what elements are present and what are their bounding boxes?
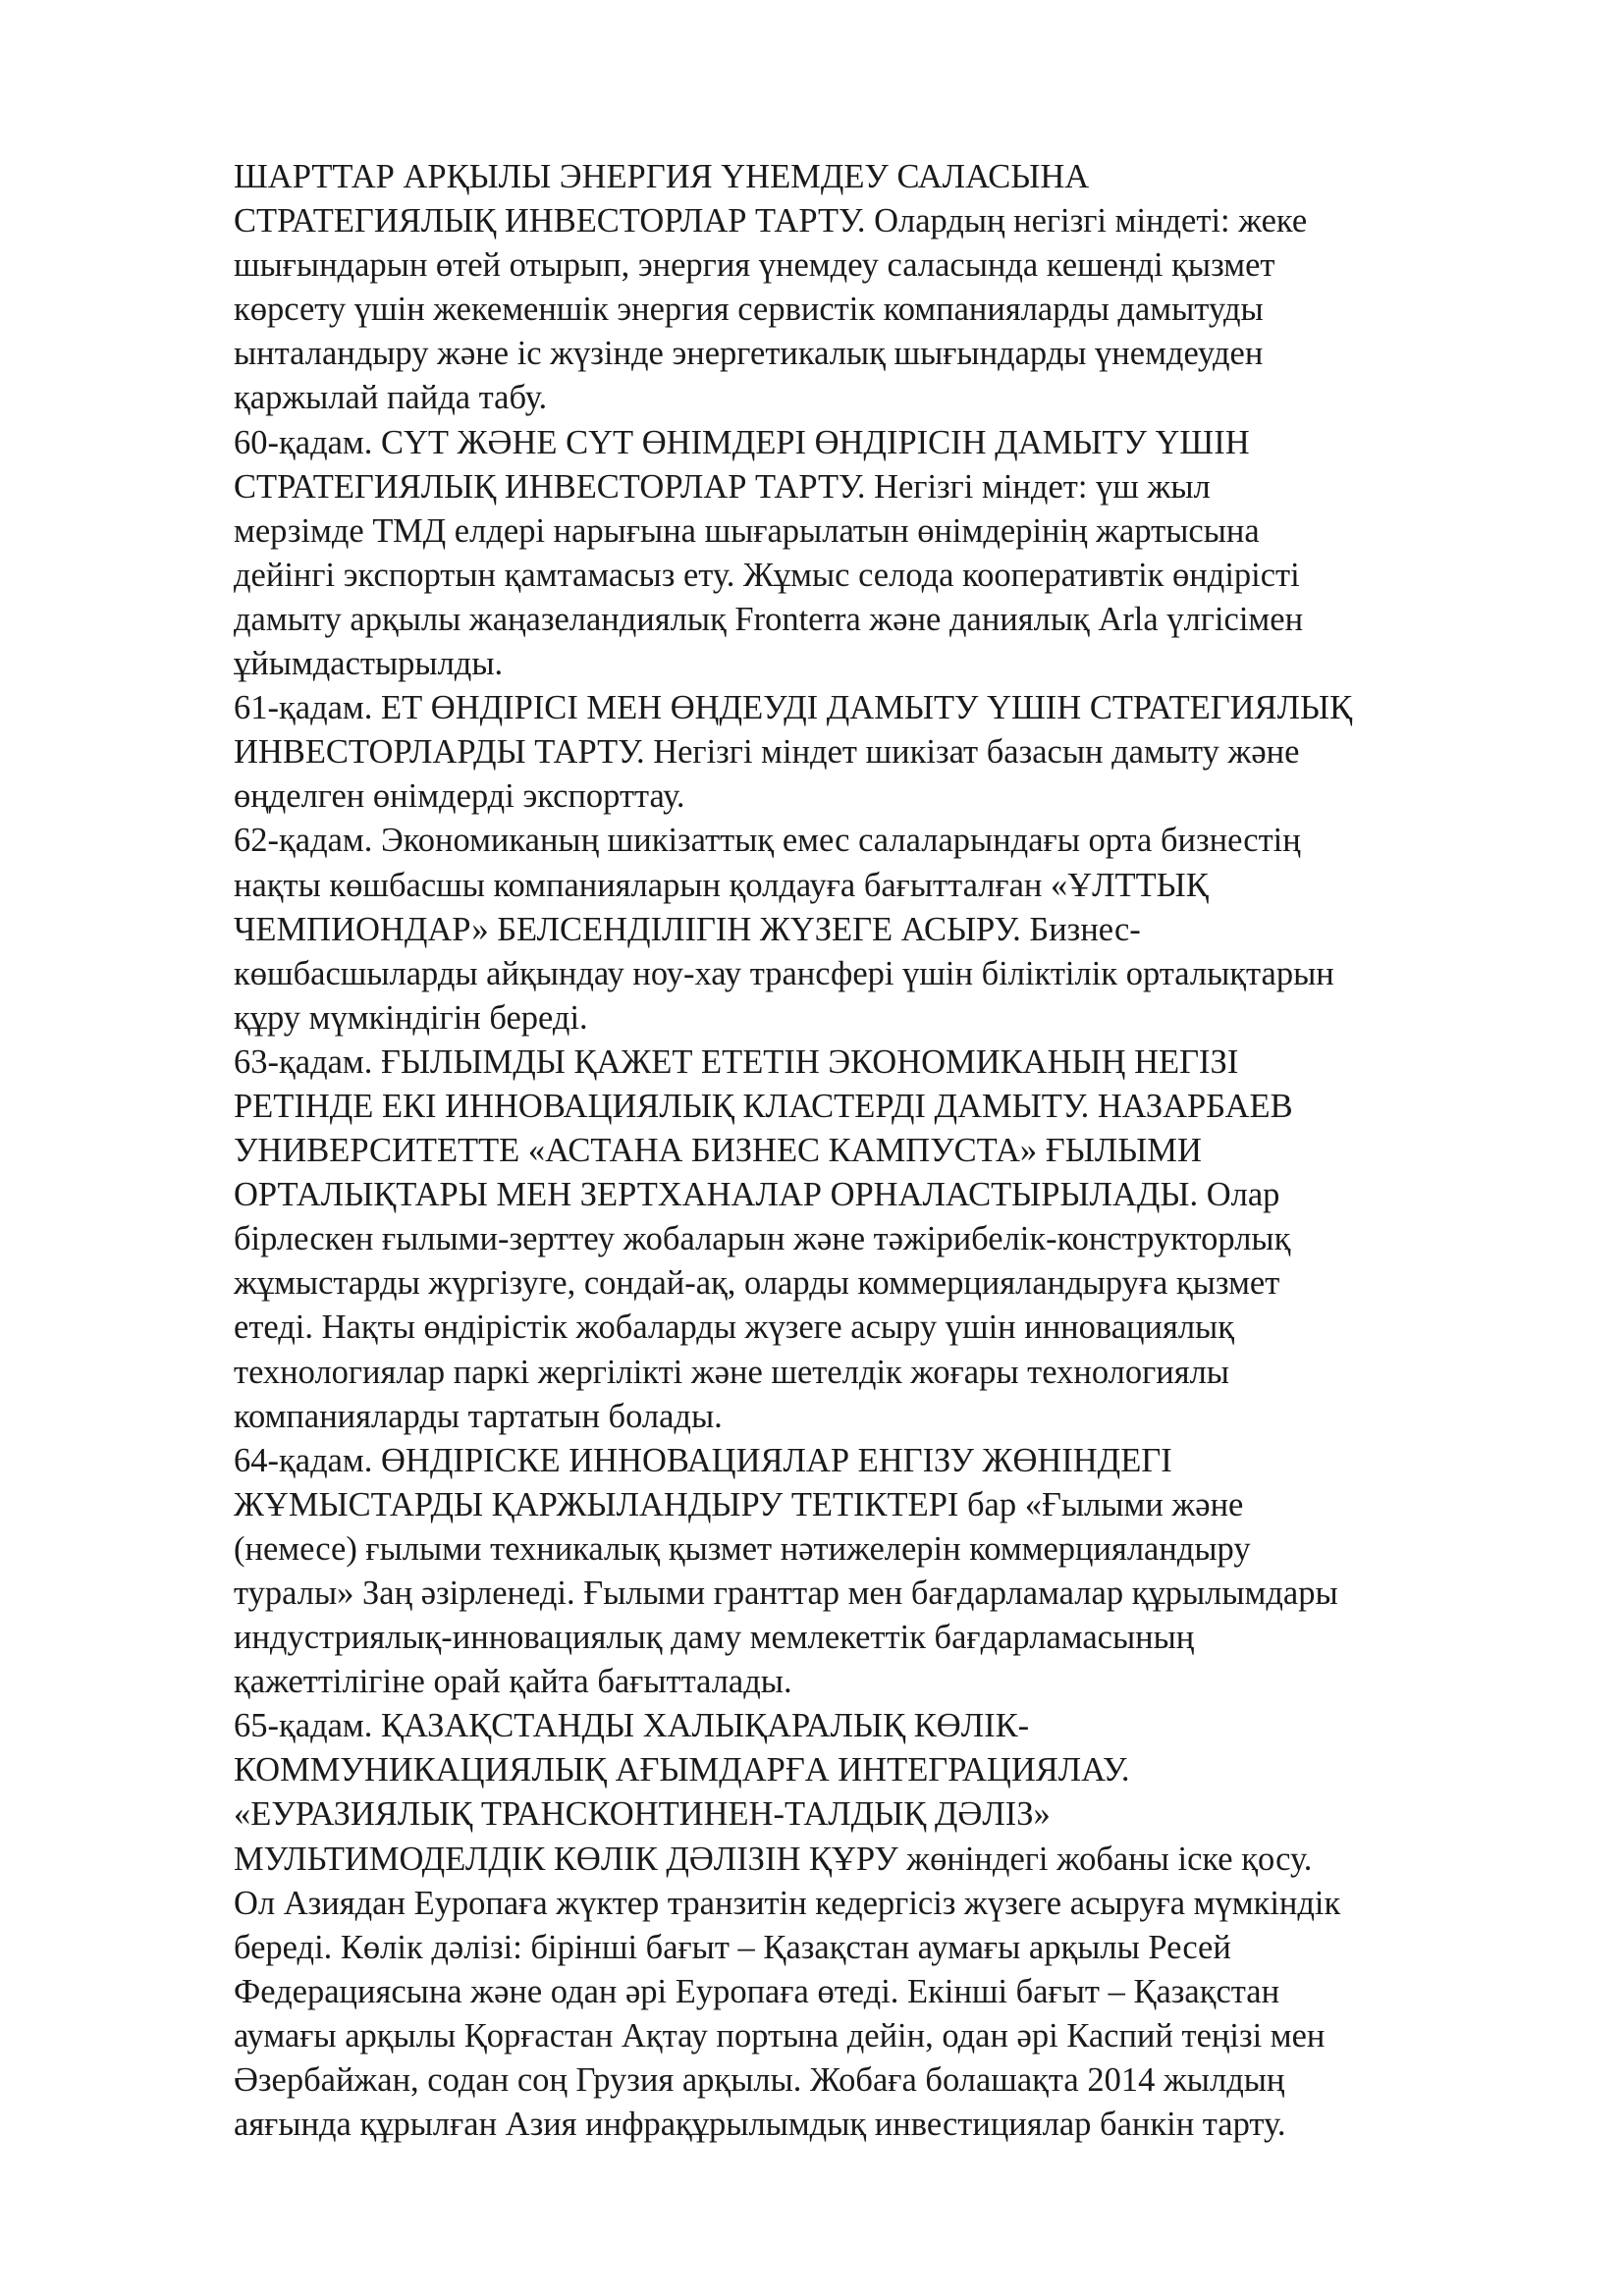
text-line: ұйымдастырылды. xyxy=(234,645,504,683)
text-line: шығындарын өтей отырып, энергия үнемдеу саласында кешенді қызмет xyxy=(234,246,1275,285)
text-line: УНИВЕРСИТЕТТЕ «АСТАНА БИЗНЕС КАМПУСТА» ҒЫЛЫМИ xyxy=(234,1132,1202,1170)
paragraph-step-63 xyxy=(234,1041,1530,1439)
text-line: ЧЕМПИОНДАР» БЕЛСЕНДІЛІГІН ЖҮЗЕГЕ АСЫРУ. Бизнес- xyxy=(234,910,1141,948)
text-line: МУЛЬТИМОДЕЛДІК КӨЛІК ДӘЛІЗІН ҚҰРУ жөніндегі жобаны іске қосу. xyxy=(234,1840,1313,1878)
text-line: КОММУНИКАЦИЯЛЫҚ АҒЫМДАРҒА ИНТЕГРАЦИЯЛАУ. xyxy=(234,1751,1130,1789)
text-line: қажеттілігіне орай қайта бағытталады. xyxy=(234,1663,792,1701)
text-line: көрсету үшін жекеменшік энергия сервистік компанияларды дамытуды xyxy=(234,291,1264,329)
text-line: туралы» Заң әзірленеді. Ғылыми гранттар мен бағдарламалар құрылымдары xyxy=(234,1575,1338,1612)
text-line: «ЕУРАЗИЯЛЫҚ ТРАНСКОНТИНЕН-ТАЛДЫҚ ДӘЛІЗ» xyxy=(234,1795,1051,1834)
paragraph-step-64 xyxy=(234,1439,1530,1705)
text-line: (немесе) ғылыми техникалық қызмет нәтижелерін коммерцияландыру xyxy=(234,1529,1251,1568)
text-line: нақты көшбасшы компанияларын қолдауға бағытталған «ҰЛТТЫҚ xyxy=(234,866,1209,904)
text-line: 63-қадам. ҒЫЛЫМДЫ ҚАЖЕТ ЕТЕТІН ЭКОНОМИКАНЫҢ НЕГІЗІ xyxy=(234,1042,1239,1081)
text-line: Әзербайжан, содан соң Грузия арқылы. Жобаға болашақта 2014 жылдың xyxy=(234,2061,1285,2100)
text-line: аяғында құрылған Азия инфрақұрылымдық инвестициялар банкін тарту. xyxy=(234,2106,1286,2144)
text-line: Ол Азиядан Еуропаға жүктер транзитін кедергісіз жүзеге асыруға мүмкіндік xyxy=(234,1884,1341,1922)
text-line: қаржылай пайда табу. xyxy=(234,379,548,417)
text-line: 65-қадам. ҚАЗАҚСТАНДЫ ХАЛЫҚАРАЛЫҚ КӨЛІК- xyxy=(234,1707,1030,1745)
document-body xyxy=(234,155,1530,2147)
text-line: РЕТІНДЕ ЕКІ ИННОВАЦИЯЛЫҚ КЛАСТЕРДІ ДАМЫТУ. НАЗАРБАЕВ xyxy=(234,1087,1293,1125)
text-line: ынталандыру және іс жүзінде энергетикалық шығындарды үнемдеуден xyxy=(234,335,1264,373)
text-line: дамыту арқылы жаңазеландиялық Fronterra және даниялық Arla үлгісімен xyxy=(234,600,1304,638)
text-line: 60-қадам. СҮТ ЖӘНЕ СҮТ ӨНІМДЕРІ ӨНДІРІСІН ДАМЫТУ ҮШІН xyxy=(234,423,1250,461)
text-line: етеді. Нақты өндірістік жобаларды жүзеге асыру үшін инновациялық xyxy=(234,1308,1234,1347)
text-line: СТРАТЕГИЯЛЫҚ ИНВЕСТОРЛАР ТАРТУ. Олардың негізгі міндеті: жеке xyxy=(234,202,1308,240)
text-line: өңделген өнімдерді экспорттау. xyxy=(234,777,685,816)
text-line: бірлескен ғылыми-зерттеу жобаларын және тәжірибелік-конструкторлық xyxy=(234,1220,1291,1258)
text-line: индустриялық-инновациялық даму мемлекеттік бағдарламасының xyxy=(234,1619,1195,1657)
text-line: жұмыстарды жүргізуге, сондай-ақ, оларды коммерцияландыруға қызмет xyxy=(234,1264,1280,1303)
paragraph-energy-saving xyxy=(234,155,1530,421)
text-line: технологиялар паркі жергілікті және шетелдік жоғары технологиялы xyxy=(234,1353,1229,1391)
text-line: Федерациясына және одан әрі Еуропаға өтеді. Екінші бағыт – Қазақстан xyxy=(234,1972,1280,2010)
text-line: 64-қадам. ӨНДІРІСКЕ ИННОВАЦИЯЛАР ЕНГІЗУ ЖӨНІНДЕГІ xyxy=(234,1441,1172,1479)
paragraph-step-61 xyxy=(234,686,1530,819)
text-line: ИНВЕСТОРЛАРДЫ ТАРТУ. Негізгі міндет шикізат базасын дамыту және xyxy=(234,733,1300,772)
text-line: береді. Көлік дәлізі: бірінші бағыт – Қазақстан аумағы арқылы Ресей xyxy=(234,1928,1231,1966)
text-line: ОРТАЛЫҚТАРЫ МЕН ЗЕРТХАНАЛАР ОРНАЛАСТЫРЫЛАДЫ. Олар xyxy=(234,1176,1280,1214)
paragraph-step-65 xyxy=(234,1704,1530,2147)
paragraph-step-62 xyxy=(234,819,1530,1040)
paragraph-step-60 xyxy=(234,421,1530,687)
text-line: аумағы арқылы Қорғастан Ақтау портына дейін, одан әрі Каспий теңізі мен xyxy=(234,2016,1326,2055)
text-line: дейінгі экспортын қамтамасыз ету. Жұмыс селода кооперативтік өндірісті xyxy=(234,556,1300,594)
text-line: көшбасшыларды айқындау ноу-хау трансфері үшін біліктілік орталықтарын xyxy=(234,954,1334,992)
text-line: мерзімде ТМД елдері нарығына шығарылатын өнімдерінің жартысына xyxy=(234,511,1260,550)
text-line: компанияларды тартатын болады. xyxy=(234,1397,723,1435)
text-line: 61-қадам. ЕТ ӨНДІРІСІ МЕН ӨҢДЕУДІ ДАМЫТУ ҮШІН СТРАТЕГИЯЛЫҚ xyxy=(234,689,1353,727)
text-line: СТРАТЕГИЯЛЫҚ ИНВЕСТОРЛАР ТАРТУ. Негізгі міндет: үш жыл xyxy=(234,467,1211,506)
text-line: 62-қадам. Экономиканың шикізаттық емес салаларындағы орта бизнестің xyxy=(234,822,1301,860)
text-line: ШАРТТАР АРҚЫЛЫ ЭНЕРГИЯ ҮНЕМДЕУ САЛАСЫНА xyxy=(234,158,1090,195)
text-line: ЖҰМЫСТАРДЫ ҚАРЖЫЛАНДЫРУ ТЕТІКТЕРІ бар «Ғылыми және xyxy=(234,1485,1244,1523)
text-line: құру мүмкіндігін береді. xyxy=(234,998,588,1037)
